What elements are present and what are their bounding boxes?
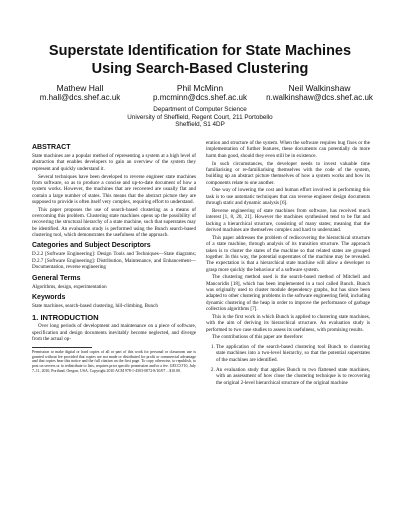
body-paragraph: Reverse engineering of state machines from software, has received much interest [1, 8, 20, 21]. However the machines synthesised tend to be flat and lacking a hierarchical structure, consisting of many states; meaning that the derived machines are themselves complex and hard to understand. [206, 207, 370, 233]
body-paragraph: The clustering method used is the search-based method of Mitchell and Mancoridis [18], which has been implemented in a tool called Bunch. Bunch was originally used to cluster module dependency graphs, but has since been adapted to other clustering problems in the software engineering field, including dynamic clustering of the heap in order to improve the performance of garbage collection algorithms [7]. [206, 274, 370, 313]
body-paragraph: In such circumstances, the developer needs to invest valuable time familiarising or re-familiarising themselves with the code of the system, building up an abstract picture themselves of how a system works and how its components relate to one another. [206, 160, 370, 186]
general-terms-text: Algorithms, design, experimentation [32, 283, 107, 290]
copyright-footnote: Permission to make digital or hard copies of all or part of this work for personal or classroom use is granted without fee provided that copies are not made or distributed for profit or commercial advantage and that copies bear this notice and the full citation on the first page. To copy otherwise, to republish, to post on servers or to redistribute to lists, requires prior specific permission and/or a fee. GECCO'10, July 7–11, 2010, Portland, Oregon, USA. Copyright 2010 ACM 978-1-4503-0072-8/10/07 ...$10.00. [32, 350, 196, 373]
affiliation-city: Sheffield, S1 4DP [175, 121, 225, 128]
author-name: Phil McMinn [176, 83, 224, 93]
affiliation [30, 106, 370, 129]
author-email: p.mcminn@dcs.shef.ac.uk [153, 93, 247, 102]
list-item: 1. The application of the search-based clustering tool Bunch to clustering state machines into a two-level hierarchy, so that the potential superstates of the machines are identified. [216, 344, 370, 363]
body-paragraph: eration and structure of the system. When the software requires bug fixes or the implementation of further features, these documents can potentially do more harm than good, should they even still be in existence. [206, 140, 370, 159]
introduction-paragraph: Over long periods of development and maintenance on a piece of software, specification and design documents inevitably become neglected, and diverge from the actual op- [32, 323, 196, 342]
general-terms-heading: General Terms [32, 274, 81, 282]
author-name: Neil Walkinshaw [288, 83, 351, 93]
author-2 [145, 84, 255, 102]
author-email: n.walkinshaw@dcs.shef.ac.uk [266, 93, 373, 102]
body-paragraph: This is the first work in which Bunch is applied to clustering state machines, with the aim of deriving its hierarchical structure. An evaluation study is performed to two case studies to assess its usefulness, with promising results. [206, 313, 370, 333]
abstract-heading: ABSTRACT [32, 144, 71, 151]
introduction-heading: 1. INTRODUCTION [32, 313, 99, 323]
left-column [32, 140, 196, 375]
author-1 [30, 84, 130, 102]
keywords-text: State machines, search-based clustering, hill-climbing, Bunch [32, 302, 158, 309]
body-paragraph: One way of lowering the cost and human effort involved in performing this task is to use automatic techniques that can reverse engineer design documents through static and dynamic analysis [6]. [206, 187, 370, 207]
abstract-paragraph: Several techniques have been developed to reverse engineer state machines from software, so as to produce a concise and up-to-date document of how a system works. However, the machines that are recovered are usually flat and contain a large number of states. This means that the abstract picture they are supposed to provide is often itself very complex, requiring effort to understand. [32, 173, 196, 205]
affiliation-dept: Department of Computer Science [153, 106, 247, 113]
body-paragraph: This paper addresses the problem of rediscovering the hierarchical structure of a state machine, through analysis of its transition structure. The approach taken is to cluster the states of the machine so that related states are grouped together. In this way, the potential superstates of the machine may be revealed. The expectation is that a hierarchical state machine will allow a developer to grasp more quickly the behaviour of a software system. [206, 234, 370, 273]
affiliation-address: University of Sheffield, Regent Court, 211 Portobello [127, 113, 273, 121]
author-email: m.hall@dcs.shef.ac.uk [39, 93, 121, 102]
categories-text: D.2.2 [Software Engineering]: Design Tools and Techniques—State diagrams; D.2.7 [Software Engineering]: Distribution, Maintenance, and Enhancement—Documentation, reverse engineering [32, 251, 196, 271]
abstract-paragraph: This paper proposes the use of search-based clustering as a means of overcoming this problem. Clustering state machines opens up the possibility of recovering the structural hierarchy of a state machine, such that superstates may be identified. An evaluation study is performed using the Bunch search-based clustering tool, which demonstrates the usefulness of the approach. [32, 206, 196, 239]
body-paragraph: The contributions of this paper are therefore: [212, 334, 304, 341]
author-3 [262, 84, 377, 102]
keywords-heading: Keywords [32, 293, 66, 301]
title-line-1: Superstate Identification for State Machines [48, 43, 352, 59]
list-item: 2. An evaluation study that applies Bunch to two flattened state machines, with an assessment of how close the clustering technique is to recovering the original 2-level hierarchical structure of the original machine [216, 367, 370, 386]
author-name: Mathew Hall [56, 83, 104, 93]
abstract-paragraph: State machines are a popular method of representing a system at a high level of abstraction that enables developers to gain an overview of the system they represent and quickly understand it. [32, 153, 196, 172]
title-line-2: Using Search-Based Clustering [91, 61, 309, 77]
right-column [206, 140, 370, 390]
categories-heading: Categories and Subject Descriptors [32, 242, 151, 250]
contributions-list [206, 344, 370, 386]
paper-title [30, 42, 370, 78]
footnote-divider [32, 347, 92, 348]
